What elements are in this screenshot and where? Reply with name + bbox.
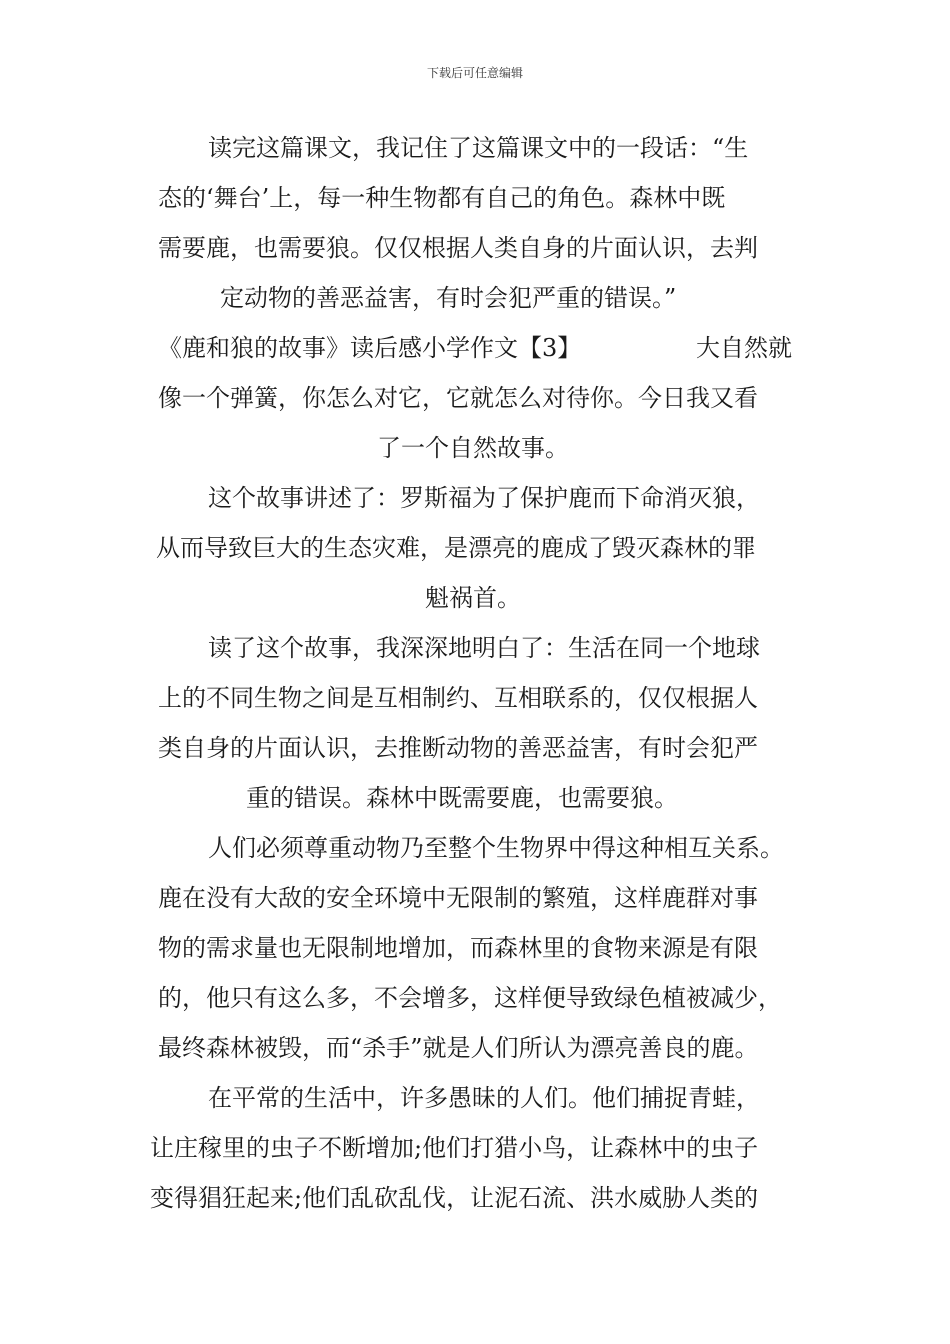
text-line: 《鹿和狼的故事》读后感小学作文【3】 (158, 334, 582, 362)
text-line: 物的需求量也无限制地增加，而森林里的食物来源是有限 (158, 934, 758, 962)
text-line: 让庄稼里的虫子不断增加;他们打猎小鸟，让森林中的虫子 (150, 1134, 759, 1162)
text-line: 了一个自然故事。 (377, 434, 569, 462)
text-line: 人们必须尊重动物乃至整个生物界中得这种相互关系。 (208, 834, 784, 862)
text-line: 最终森林被毁，而“杀手”就是人们所认为漂亮善良的鹿。 (158, 1034, 759, 1062)
text-line: 上的不同生物之间是互相制约、互相联系的，仅仅根据人 (158, 684, 758, 712)
text-line: 大自然就 (696, 334, 792, 362)
text-line: 鹿在没有大敌的安全环境中无限制的繁殖，这样鹿群对事 (158, 884, 758, 912)
text-line: 变得猖狂起来;他们乱砍乱伐，让泥石流、洪水威胁人类的 (150, 1184, 759, 1212)
text-line: 需要鹿，也需要狼。仅仅根据人类自身的片面认识，去判 (158, 234, 758, 262)
text-line: 读完这篇课文，我记住了这篇课文中的一段话：“生 (208, 134, 749, 162)
text-line: 魁祸首。 (425, 584, 521, 612)
text-line: 类自身的片面认识，去推断动物的善恶益害，有时会犯严 (158, 734, 758, 762)
text-line: 重的错误。森林中既需要鹿，也需要狼。 (246, 784, 678, 812)
text-line: 的，他只有这么多，不会增多，这样便导致绿色植被减少， (158, 984, 782, 1012)
text-line: 定动物的善恶益害，有时会犯严重的错误。” (220, 284, 677, 312)
text-line: 这个故事讲述了：罗斯福为了保护鹿而下命消灭狼， (208, 484, 760, 512)
text-line: 在平常的生活中，许多愚昧的人们。他们捕捉青蛙， (208, 1084, 760, 1112)
text-line: 像一个弹簧，你怎么对它，它就怎么对待你。今日我又看 (158, 384, 758, 412)
page-header: 下载后可任意编辑 (426, 66, 523, 80)
text-line: 读了这个故事，我深深地明白了：生活在同一个地球 (208, 634, 760, 662)
text-line: 态的‘舞台’上，每一种生物都有自己的角色。森林中既 (158, 184, 726, 212)
text-line: 从而导致巨大的生态灾难，是漂亮的鹿成了毁灭森林的罪 (156, 534, 756, 562)
